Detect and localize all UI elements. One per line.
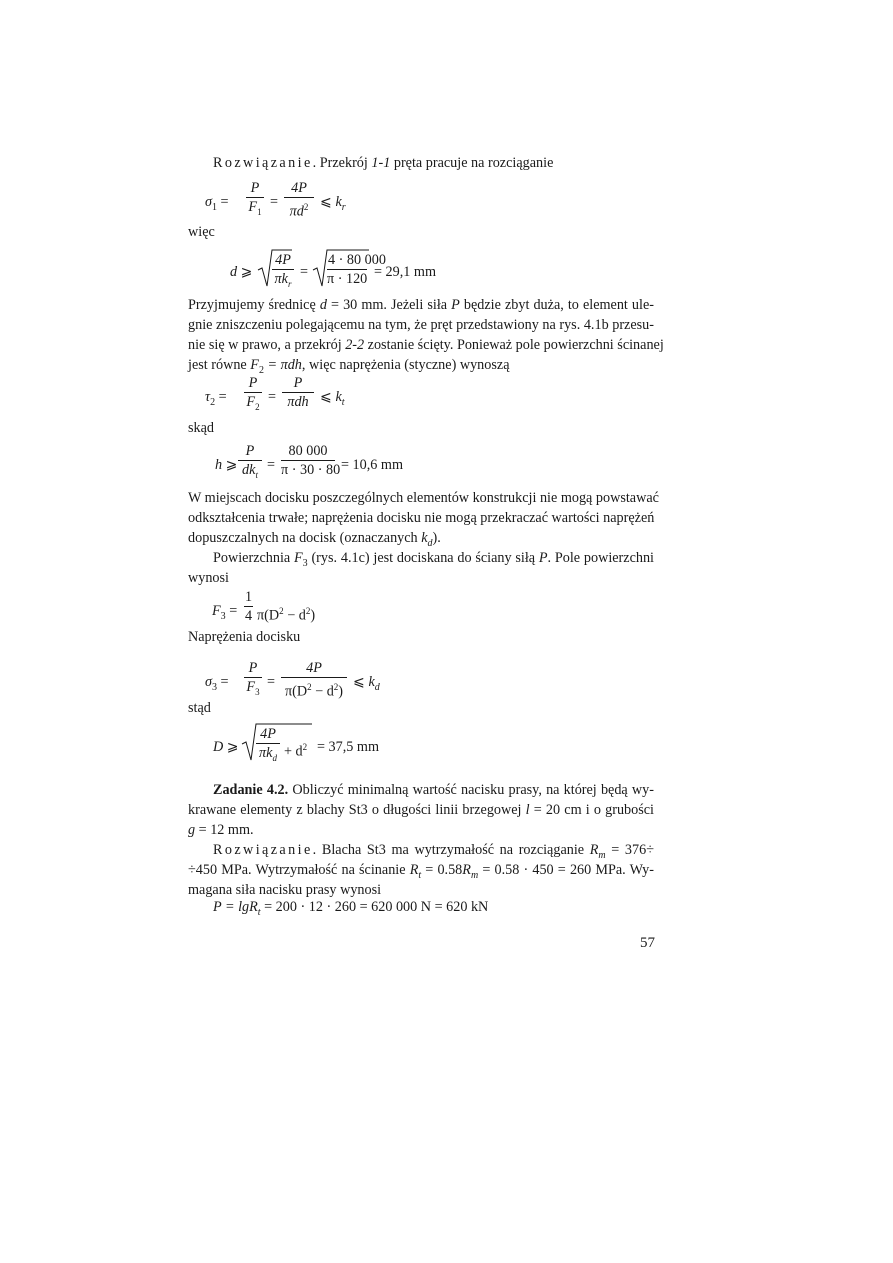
text-line: wynosi bbox=[188, 570, 229, 586]
equation-P: P = lgR$_t$ = 200 · 12 · 260 = 620 000 N = 620 kN bbox=[213, 899, 489, 918]
text-line: odkształcenia trwałe; naprężenia docisku nie mogą przekraczać wartości naprężeń bbox=[188, 510, 655, 526]
text-line: Zadanie 4.2. Obliczyć minimalną wartość nacisku prasy, na której będą wy- bbox=[213, 782, 655, 798]
text-line: krawane elementy z blachy St3 o długości linii brzegowej l = 20 cm i o grubości bbox=[188, 802, 654, 818]
text-line: g = 12 mm. bbox=[188, 822, 254, 838]
text-line: Rozwiązanie. Blacha St3 ma wytrzymałość na rozciąganie $R_m = 376\div$ bbox=[213, 842, 654, 861]
text-line: Rozwiązanie. Przekrój 1-1 pręta pracuje na rozciąganie bbox=[213, 155, 554, 171]
text-line: ÷450 MPa. Wytrzymałość na ścinanie $R_t = 0.58R_m = 0.58 \cdot 450 = 260$ MPa. Wy- bbox=[188, 862, 654, 881]
text-line: gnie zniszczeniu polegającemu na tym, że pręt przedstawiony na rys. 4.1b przesu- bbox=[188, 317, 654, 333]
text-line: stąd bbox=[188, 700, 211, 716]
text-line: Przyjmujemy średnicę d = 30 mm. Jeżeli siła P będzie zbyt duża, to element ule- bbox=[188, 297, 654, 313]
text-line: więc bbox=[188, 224, 215, 240]
text-line: dopuszczalnych na docisk (oznaczanych $k_d$). bbox=[188, 530, 441, 549]
text-line: W miejscach docisku poszczególnych elementów konstrukcji nie mogą powstawać bbox=[188, 490, 659, 506]
text-line: magana siła nacisku prasy wynosi bbox=[188, 882, 382, 898]
text-line: Powierzchnia $F_3$ (rys. 4.1c) jest dociskana do ściany siłą P. Pole powierzchni bbox=[213, 550, 655, 569]
text-line: Naprężenia docisku bbox=[188, 629, 301, 645]
page-number: 57 bbox=[640, 935, 655, 951]
text-line: skąd bbox=[188, 420, 215, 436]
text-line: jest równe $F_2 = \pi dh$, więc naprężenia (styczne) wynoszą bbox=[188, 357, 510, 376]
text-line: nie się w prawo, a przekrój 2-2 zostanie ścięty. Ponieważ pole powierzchni ścinanej bbox=[188, 337, 664, 353]
